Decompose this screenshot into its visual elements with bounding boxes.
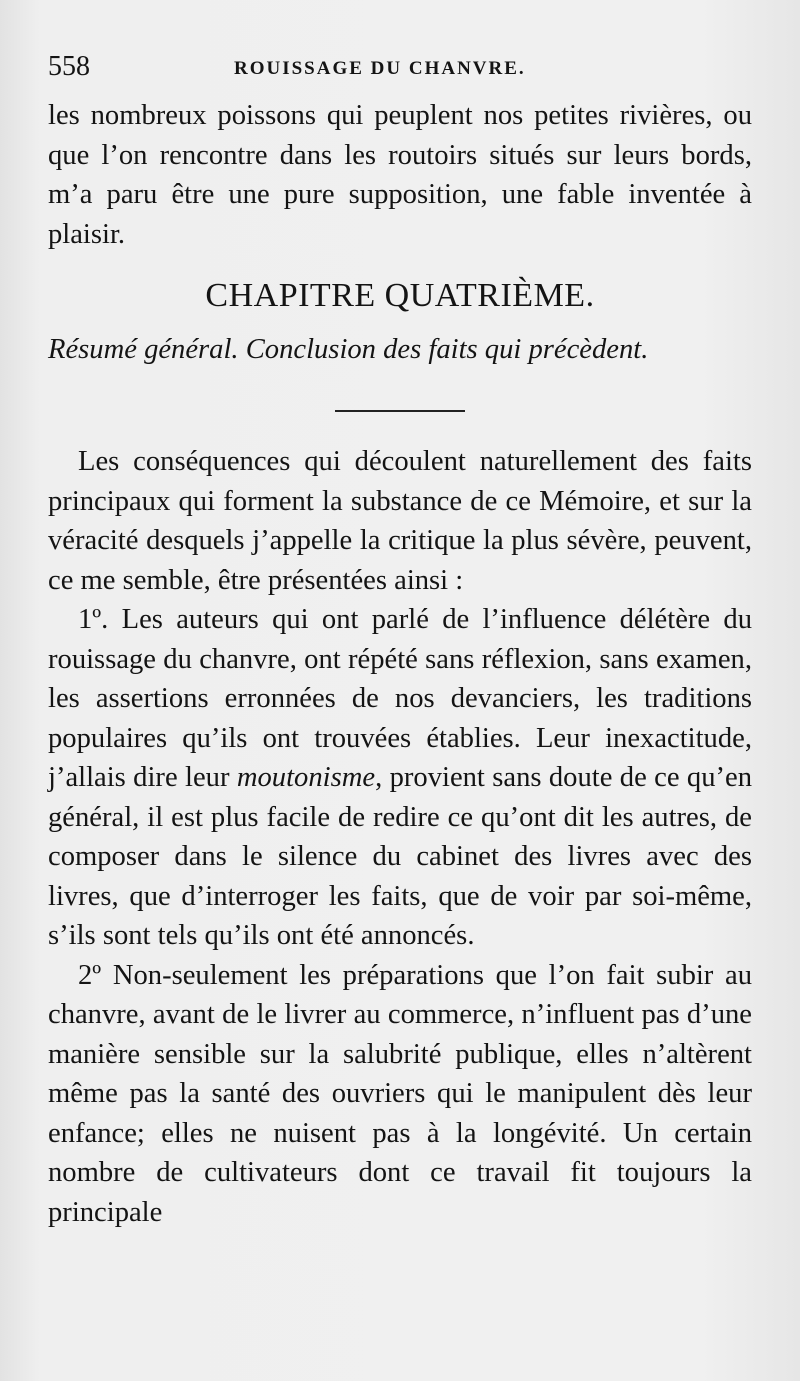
paragraph-2-italic-word: moutonisme (236, 762, 376, 793)
running-title: ROUISSAGE DU CHANVRE. (234, 58, 526, 79)
paragraph-2 (48, 600, 752, 956)
paragraph-1: Les conséquences qui découlent naturellement des faits principaux qui forment la substance de ce Mémoire, et sur la véracité desquels j’appelle la critique la plus sévère, peuvent, ce me semble, être présentées ainsi : (48, 446, 752, 596)
body-text (48, 96, 752, 1232)
opening-paragraph: les nombreux poissons qui peuplent nos petites rivières, ou que l’on rencontre dans les routoirs situés sur leurs bords, m’a paru être une pure supposition, une fable inventée à plaisir. (48, 100, 752, 250)
chapter-title: CHAPITRE QUATRIÈME. (205, 277, 595, 314)
running-head (48, 38, 752, 96)
paragraph-2-text-end: , provient sans doute de ce qu’en général, il est plus facile de redire ce qu’ont dit les autres, de composer dans le silence du cabinet des livres avec des livres, que d’interroger les faits, que de voir par soi-même, s’ils sont tels qu’ils ont été annoncés. (48, 762, 752, 951)
paragraph-2-text-start: 1º. Les auteurs qui ont parlé de l’influence délétère du rouissage du chanvre, ont répété sans réflexion, sans examen, les assertions erronnées de nos devanciers, les traditions populaires qu’ils ont trouvées établies. Leur inexactitude, j’allais dire leur (48, 604, 752, 793)
section-divider (335, 410, 465, 412)
chapter-subtitle: Résumé général. Conclusion des faits qui précèdent. (48, 334, 649, 365)
paragraph-3: 2º Non-seulement les préparations que l’on fait subir au chanvre, avant de le livrer au commerce, n’influent pas d’une manière sensible sur la salubrité publique, elles n’altèrent même pas la santé des ouvriers qui le manipulent dès leur enfance; elles ne nuisent pas à la longévité. Un certain nombre de cultivateurs dont ce travail fit toujours la principale (48, 959, 752, 1228)
page-number: 558 (48, 51, 90, 82)
